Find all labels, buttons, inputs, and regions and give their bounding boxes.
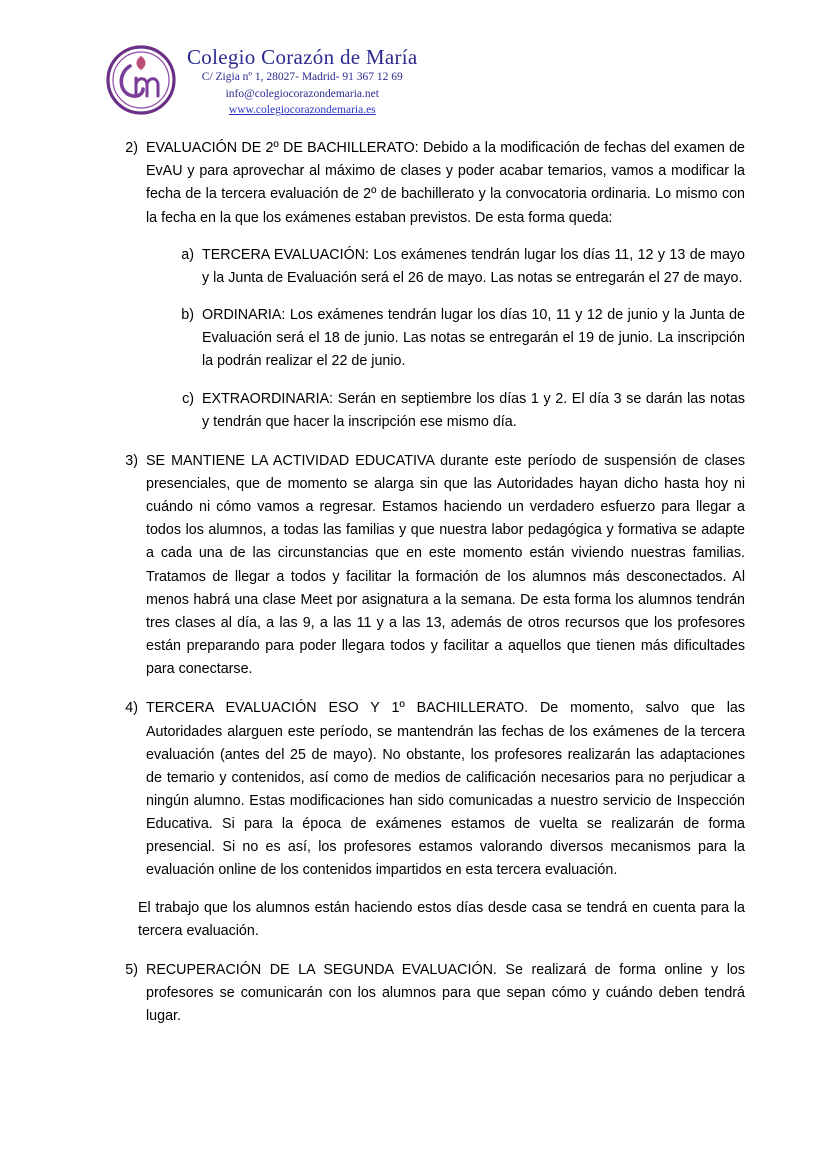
list-item-text: ORDINARIA: Los exámenes tendrán lugar los días 10, 11 y 12 de junio y la Junta de Evaluación será el 18 de junio. Las notas se entregarán el 19 de junio. La inscripción la podrán realizar el 22 de junio. <box>202 307 745 370</box>
list-marker: b) <box>181 307 194 324</box>
list-marker: a) <box>181 246 194 263</box>
school-website-link[interactable]: www.colegiocorazondemaria.es <box>228 104 376 117</box>
list-marker: 5) <box>125 961 138 978</box>
school-logo-icon <box>105 44 177 116</box>
list-item <box>108 450 745 682</box>
list-marker: c) <box>182 390 194 407</box>
list-item <box>108 137 745 230</box>
list-marker: 3) <box>125 452 138 469</box>
paragraph: El trabajo que los alumnos están haciendo estos días desde casa se tendrá en cuenta para la tercera evaluación. <box>138 899 745 939</box>
document-body <box>70 137 757 1028</box>
list-item <box>160 304 745 373</box>
letterhead <box>70 42 757 119</box>
list-item-text: TERCERA EVALUACIÓN: Los exámenes tendrán lugar los días 11, 12 y 13 de mayo y la Junta de Evaluación será el 26 de mayo. Las notas se entregarán el 27 de mayo. <box>202 246 745 286</box>
school-email: info@colegiocorazondemaria.net <box>225 87 379 100</box>
sub-list <box>160 244 745 434</box>
list-marker: 2) <box>125 140 138 157</box>
list-item-text: RECUPERACIÓN DE LA SEGUNDA EVALUACIÓN. Se realizará de forma online y los profesores se comunicarán con los alumnos para que sepan cómo y cuándo deben tendrá lugar. <box>146 961 745 1025</box>
list-item-text: EXTRAORDINARIA: Serán en septiembre los días 1 y 2. El día 3 se darán las notas y tendrán que hacer la inscripción ese mismo día. <box>202 390 745 430</box>
list-item-text: SE MANTIENE LA ACTIVIDAD EDUCATIVA durante este período de suspensión de clases presenciales, que de momento se alarga sin que las Autoridades hayan dicho hasta hoy ni cuándo ni cómo vamos a regresar. Estamos haciendo un verdadero esfuerzo para llegar a todos los alumnos, a todas las familias y que nuestra labor pedagógica y formativa se adapte a cada una de las circunstancias que en este momento están viviendo nuestras familias. Tratamos de llegar a todos y facilitar la formación de los alumnos más desconectados. Al menos habrá una clase Meet por asignatura a la semana. De esta forma los alumnos tendrán tres clases al día, a las 9, a las 11 y a las 13, además de otros recursos que los profesores están preparando para poder llegara todos y facilitar a aquellos que tienen más dificultades para conectarse. <box>146 452 745 678</box>
list-item <box>160 388 745 434</box>
list-item-text: TERCERA EVALUACIÓN ESO Y 1º BACHILLERATO. De momento, salvo que las Autoridades alarguen este período, se mantendrán las fechas de los exámenes de la tercera evaluación (antes del 25 de mayo). No obstante, los profesores realizarán las adaptaciones de temario y contenidos, así como de medios de calificación necesarios para no perjudicar a ningún alumno. Estas modificaciones han sido comunicadas a nuestro servicio de Inspección Educativa. Si para la época de exámenes estamos de vuelta se realizarán de forma presencial. Si no es así, los profesores estamos valorando diversos mecanismos para la evaluación online de los contenidos impartidos en esta tercera evaluación. <box>146 700 745 879</box>
school-address: C/ Zigia nº 1, 28027- Madrid- 91 367 12 69 <box>201 71 403 84</box>
list-item <box>108 959 745 1028</box>
list-marker: 4) <box>125 700 138 717</box>
school-name: Colegio Corazón de María <box>187 45 418 69</box>
letterhead-text <box>187 42 418 119</box>
list-item-text: EVALUACIÓN DE 2º DE BACHILLERATO: Debido a la modificación de fechas del examen de EvAU y para aprovechar al máximo de clases y poder acabar temarios, vamos a modificar la fecha de la tercera evaluación de 2º de bachillerato y la convocatoria ordinaria. Lo mismo con la fecha en la que los exámenes estaban previstos. De esta forma queda: <box>146 140 745 226</box>
list-item <box>108 697 745 882</box>
list-item <box>160 244 745 290</box>
